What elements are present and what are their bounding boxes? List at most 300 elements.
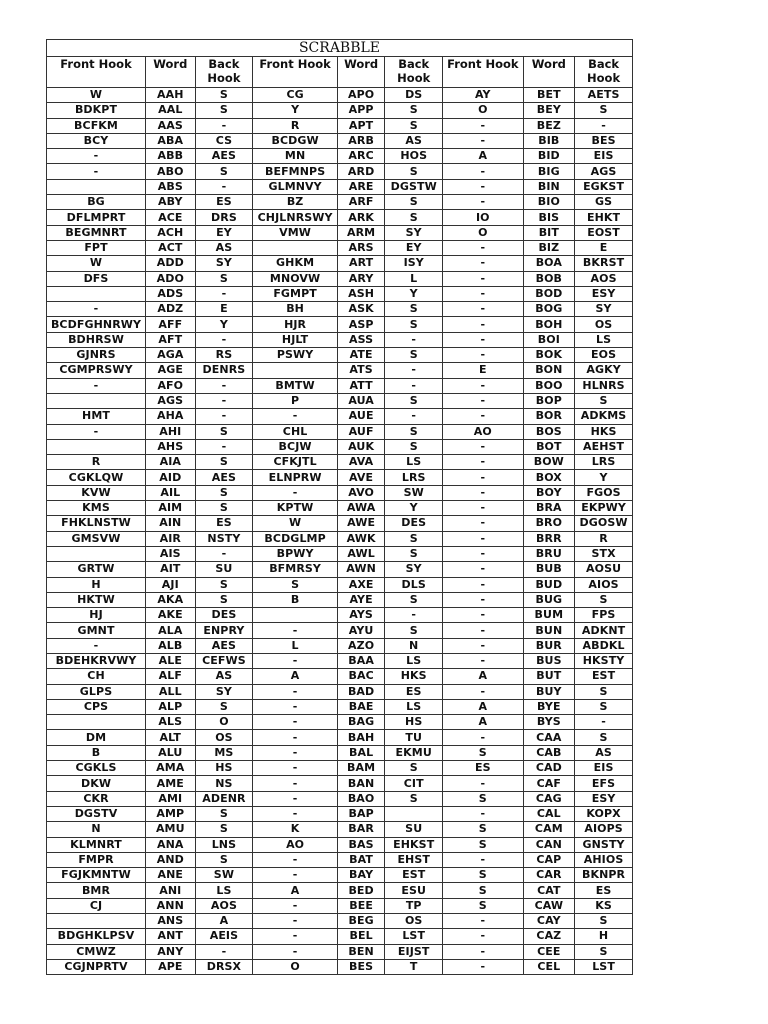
front-hook-cell: BCY [47, 133, 146, 148]
word-cell: BAS [337, 837, 384, 852]
front-hook-cell: CMWZ [47, 944, 146, 959]
front-hook-cell: - [253, 684, 338, 699]
word-cell: CAD [523, 761, 575, 776]
front-hook-cell: BZ [253, 195, 338, 210]
word-cell: BOW [523, 455, 575, 470]
back-hook-cell: - [385, 608, 443, 623]
scrabble-sheet [46, 39, 633, 975]
back-hook-cell: S [575, 103, 633, 118]
word-cell: ARD [337, 164, 384, 179]
table-row [47, 944, 633, 959]
back-hook-cell: - [195, 378, 253, 393]
front-hook-cell: DKW [47, 776, 146, 791]
back-hook-cell: AES [195, 149, 253, 164]
word-cell: BUT [523, 669, 575, 684]
back-hook-cell: S [575, 393, 633, 408]
front-hook-cell: GJNRS [47, 348, 146, 363]
table-row [47, 332, 633, 347]
back-hook-cell: EIJST [385, 944, 443, 959]
word-cell: BOO [523, 378, 575, 393]
front-hook-cell: DGSTV [47, 806, 146, 821]
word-cell: AUE [337, 409, 384, 424]
front-hook-cell: - [443, 776, 523, 791]
word-cell: ARB [337, 133, 384, 148]
word-cell: ARK [337, 210, 384, 225]
word-cell: BEN [337, 944, 384, 959]
back-hook-cell: AOS [195, 898, 253, 913]
back-hook-cell: AGKY [575, 363, 633, 378]
front-hook-cell: K [253, 822, 338, 837]
back-hook-cell: OS [575, 317, 633, 332]
front-hook-cell: S [253, 577, 338, 592]
back-hook-cell: A [195, 914, 253, 929]
front-hook-cell: BH [253, 302, 338, 317]
word-cell: ART [337, 256, 384, 271]
front-hook-cell: BDGHKLPSV [47, 929, 146, 944]
front-hook-cell: BCFKM [47, 118, 146, 133]
front-hook-cell [253, 363, 338, 378]
word-cell: BOK [523, 348, 575, 363]
word-cell: BEE [337, 898, 384, 913]
back-hook-cell: HKS [385, 669, 443, 684]
back-hook-cell: DGSTW [385, 179, 443, 194]
front-hook-cell: - [443, 485, 523, 500]
word-cell: ALU [146, 745, 196, 760]
front-hook-cell: - [443, 638, 523, 653]
back-hook-cell: S [195, 577, 253, 592]
word-cell: ABY [146, 195, 196, 210]
back-hook-cell: S [385, 164, 443, 179]
word-cell: APO [337, 88, 384, 103]
back-hook-cell: S [195, 424, 253, 439]
word-cell: AIL [146, 485, 196, 500]
table-row [47, 88, 633, 103]
back-hook-cell: S [575, 592, 633, 607]
back-hook-cell: N [385, 638, 443, 653]
word-cell: BRA [523, 501, 575, 516]
word-cell: AKE [146, 608, 196, 623]
back-hook-cell: S [385, 592, 443, 607]
front-hook-cell [253, 240, 338, 255]
word-cell: BOD [523, 286, 575, 301]
table-row [47, 179, 633, 194]
back-hook-cell: SW [195, 868, 253, 883]
back-hook-cell: - [575, 715, 633, 730]
word-cell: BIT [523, 225, 575, 240]
word-cell: BOG [523, 302, 575, 317]
front-hook-cell: O [443, 225, 523, 240]
back-hook-cell: S [385, 761, 443, 776]
word-cell: AWK [337, 531, 384, 546]
back-hook-cell: AS [195, 669, 253, 684]
front-hook-cell: A [443, 715, 523, 730]
front-hook-cell: N [47, 822, 146, 837]
word-cell: BIB [523, 133, 575, 148]
table-row [47, 883, 633, 898]
word-cell: CAW [523, 898, 575, 913]
word-cell: ADD [146, 256, 196, 271]
word-cell: AYE [337, 592, 384, 607]
front-hook-cell: CG [253, 88, 338, 103]
table-row [47, 669, 633, 684]
front-hook-cell: - [47, 164, 146, 179]
back-hook-cell: EHKT [575, 210, 633, 225]
word-cell: BET [523, 88, 575, 103]
word-cell: AHA [146, 409, 196, 424]
front-hook-cell: BDKPT [47, 103, 146, 118]
word-cell: CAA [523, 730, 575, 745]
back-hook-cell: AS [575, 745, 633, 760]
back-hook-cell: ESY [575, 791, 633, 806]
back-hook-cell: E [575, 240, 633, 255]
back-hook-cell: HKS [575, 424, 633, 439]
header-row [47, 57, 633, 88]
front-hook-cell: - [443, 929, 523, 944]
word-cell: BUY [523, 684, 575, 699]
table-row [47, 715, 633, 730]
back-hook-cell: S [575, 730, 633, 745]
back-hook-cell: CS [195, 133, 253, 148]
word-cell: ARC [337, 149, 384, 164]
front-hook-cell: S [443, 883, 523, 898]
word-cell: AUK [337, 439, 384, 454]
word-cell: ADZ [146, 302, 196, 317]
front-hook-cell: - [443, 577, 523, 592]
word-cell: BUN [523, 623, 575, 638]
front-hook-cell [47, 439, 146, 454]
front-hook-cell: KVW [47, 485, 146, 500]
front-hook-cell: S [443, 822, 523, 837]
front-hook-cell: W [253, 516, 338, 531]
word-cell: BAN [337, 776, 384, 791]
word-cell: ATE [337, 348, 384, 363]
word-cell: AIT [146, 562, 196, 577]
back-hook-cell: HS [385, 715, 443, 730]
word-cell: ANS [146, 914, 196, 929]
front-hook-cell: BPWY [253, 546, 338, 561]
back-hook-cell: S [385, 210, 443, 225]
front-hook-cell: - [47, 149, 146, 164]
word-cell: BUM [523, 608, 575, 623]
front-hook-cell: - [443, 959, 523, 974]
back-hook-cell: DGOSW [575, 516, 633, 531]
back-hook-cell: - [195, 439, 253, 454]
back-hook-cell: S [575, 699, 633, 714]
word-cell: BUG [523, 592, 575, 607]
back-hook-cell: S [195, 501, 253, 516]
table-row [47, 577, 633, 592]
word-cell: BOS [523, 424, 575, 439]
word-cell: BAH [337, 730, 384, 745]
back-hook-cell: S [195, 271, 253, 286]
table-title: SCRABBLE [47, 40, 633, 57]
word-cell: BON [523, 363, 575, 378]
word-cell: AAS [146, 118, 196, 133]
front-hook-cell [253, 608, 338, 623]
table-row [47, 424, 633, 439]
front-hook-cell: HJLT [253, 332, 338, 347]
word-cell: BUB [523, 562, 575, 577]
back-hook-cell: DENRS [195, 363, 253, 378]
front-hook-cell: A [253, 883, 338, 898]
front-hook-cell: BFMRSY [253, 562, 338, 577]
back-hook-cell: DLS [385, 577, 443, 592]
front-hook-cell [47, 546, 146, 561]
table-row [47, 378, 633, 393]
front-hook-cell: - [253, 409, 338, 424]
front-hook-cell: B [47, 745, 146, 760]
table-row [47, 516, 633, 531]
front-hook-cell: - [443, 302, 523, 317]
word-cell: CAB [523, 745, 575, 760]
back-hook-cell: Y [385, 286, 443, 301]
back-hook-cell: S [385, 546, 443, 561]
word-cell: AMU [146, 822, 196, 837]
word-cell: ASP [337, 317, 384, 332]
front-hook-cell: - [253, 868, 338, 883]
word-cell: ALF [146, 669, 196, 684]
back-hook-cell: SY [195, 684, 253, 699]
word-cell: BIZ [523, 240, 575, 255]
back-hook-cell: ES [195, 195, 253, 210]
table-row [47, 837, 633, 852]
front-hook-cell: P [253, 393, 338, 408]
back-hook-cell: TU [385, 730, 443, 745]
front-hook-cell: - [443, 179, 523, 194]
front-hook-cell: CJ [47, 898, 146, 913]
table-row [47, 914, 633, 929]
table-row [47, 852, 633, 867]
back-hook-cell: CEFWS [195, 653, 253, 668]
back-hook-cell: T [385, 959, 443, 974]
back-hook-cell: S [195, 164, 253, 179]
word-cell: APE [146, 959, 196, 974]
front-hook-cell: - [443, 256, 523, 271]
back-hook-cell: S [385, 348, 443, 363]
back-hook-cell: LNS [195, 837, 253, 852]
word-cell: BAP [337, 806, 384, 821]
back-hook-cell: SY [385, 562, 443, 577]
table-row [47, 348, 633, 363]
word-cell: BOT [523, 439, 575, 454]
word-cell: CAF [523, 776, 575, 791]
table-row [47, 745, 633, 760]
front-hook-cell: - [253, 761, 338, 776]
word-cell: CAY [523, 914, 575, 929]
word-cell: AFO [146, 378, 196, 393]
front-hook-cell: - [443, 516, 523, 531]
back-hook-cell: EKMU [385, 745, 443, 760]
front-hook-cell: - [253, 944, 338, 959]
front-hook-cell: - [443, 133, 523, 148]
front-hook-cell: - [443, 439, 523, 454]
back-hook-cell: - [385, 409, 443, 424]
table-row [47, 699, 633, 714]
word-cell: BIN [523, 179, 575, 194]
back-hook-cell: LS [195, 883, 253, 898]
front-hook-cell: FHKLNSTW [47, 516, 146, 531]
word-cell: AIR [146, 531, 196, 546]
back-hook-cell: ES [575, 883, 633, 898]
front-hook-cell: A [443, 149, 523, 164]
front-hook-cell: ES [443, 761, 523, 776]
word-cell: AME [146, 776, 196, 791]
front-hook-cell: - [253, 852, 338, 867]
back-hook-cell: EIS [575, 761, 633, 776]
back-hook-cell: ABDKL [575, 638, 633, 653]
back-hook-cell: - [195, 393, 253, 408]
word-cell: BAD [337, 684, 384, 699]
word-cell: CAZ [523, 929, 575, 944]
back-hook-cell: - [195, 409, 253, 424]
front-hook-cell: ELNPRW [253, 470, 338, 485]
back-hook-cell: - [575, 118, 633, 133]
back-hook-cell: H [575, 929, 633, 944]
table-row [47, 868, 633, 883]
front-hook-cell: - [47, 302, 146, 317]
front-hook-cell: AO [253, 837, 338, 852]
word-cell: BOI [523, 332, 575, 347]
word-cell: ACE [146, 210, 196, 225]
word-cell: AGE [146, 363, 196, 378]
table-row [47, 286, 633, 301]
word-cell: BAG [337, 715, 384, 730]
front-hook-cell: - [253, 745, 338, 760]
front-hook-cell: - [443, 592, 523, 607]
word-cell: CAL [523, 806, 575, 821]
back-hook-cell: EST [385, 868, 443, 883]
front-hook-cell [47, 179, 146, 194]
back-hook-cell: AETS [575, 88, 633, 103]
back-hook-cell: S [575, 944, 633, 959]
table-row [47, 638, 633, 653]
word-cell: BOX [523, 470, 575, 485]
front-hook-cell: - [253, 485, 338, 500]
table-row [47, 531, 633, 546]
back-hook-cell: HOS [385, 149, 443, 164]
word-cell: APP [337, 103, 384, 118]
word-cell: ABB [146, 149, 196, 164]
word-cell: AVO [337, 485, 384, 500]
table-row [47, 592, 633, 607]
word-cell: ARE [337, 179, 384, 194]
front-hook-cell: GRTW [47, 562, 146, 577]
back-hook-cell: S [575, 914, 633, 929]
front-hook-cell: CGKLS [47, 761, 146, 776]
front-hook-cell: W [47, 256, 146, 271]
column-header: Front Hook [443, 57, 523, 88]
front-hook-cell: DFS [47, 271, 146, 286]
front-hook-cell: HJ [47, 608, 146, 623]
table-row [47, 103, 633, 118]
word-cell: ACT [146, 240, 196, 255]
column-header: Back Hook [385, 57, 443, 88]
word-cell: CAT [523, 883, 575, 898]
back-hook-cell: ISY [385, 256, 443, 271]
back-hook-cell: S [385, 302, 443, 317]
word-cell: ARF [337, 195, 384, 210]
table-row [47, 195, 633, 210]
front-hook-cell: S [443, 868, 523, 883]
back-hook-cell: - [195, 118, 253, 133]
word-cell: BUS [523, 653, 575, 668]
front-hook-cell: - [253, 929, 338, 944]
front-hook-cell: DM [47, 730, 146, 745]
front-hook-cell: GMSVW [47, 531, 146, 546]
front-hook-cell: O [443, 103, 523, 118]
word-cell: ABA [146, 133, 196, 148]
table-row [47, 470, 633, 485]
word-cell: AIN [146, 516, 196, 531]
back-hook-cell [385, 806, 443, 821]
word-cell: ARS [337, 240, 384, 255]
back-hook-cell: S [385, 439, 443, 454]
back-hook-cell: EST [575, 669, 633, 684]
back-hook-cell: LS [385, 455, 443, 470]
table-row [47, 133, 633, 148]
back-hook-cell: CIT [385, 776, 443, 791]
word-cell: AHI [146, 424, 196, 439]
word-cell: AFT [146, 332, 196, 347]
front-hook-cell: A [443, 699, 523, 714]
back-hook-cell: AHIOS [575, 852, 633, 867]
word-cell: ANI [146, 883, 196, 898]
back-hook-cell: AIOPS [575, 822, 633, 837]
column-header: Back Hook [575, 57, 633, 88]
front-hook-cell: - [443, 164, 523, 179]
word-cell: AAL [146, 103, 196, 118]
back-hook-cell: ADENR [195, 791, 253, 806]
word-cell: AAH [146, 88, 196, 103]
word-cell: ALP [146, 699, 196, 714]
table-row [47, 485, 633, 500]
word-cell: BIS [523, 210, 575, 225]
word-cell: AWN [337, 562, 384, 577]
front-hook-cell: PSWY [253, 348, 338, 363]
back-hook-cell: DES [195, 608, 253, 623]
back-hook-cell: EOS [575, 348, 633, 363]
word-cell: BAE [337, 699, 384, 714]
table-row [47, 164, 633, 179]
word-cell: BRO [523, 516, 575, 531]
front-hook-cell: BCDGLMP [253, 531, 338, 546]
back-hook-cell: Y [195, 317, 253, 332]
back-hook-cell: Y [575, 470, 633, 485]
back-hook-cell: AOS [575, 271, 633, 286]
word-cell: BIG [523, 164, 575, 179]
front-hook-cell: - [443, 653, 523, 668]
back-hook-cell: ES [385, 684, 443, 699]
word-cell: BEZ [523, 118, 575, 133]
front-hook-cell: - [443, 195, 523, 210]
back-hook-cell: DS [385, 88, 443, 103]
back-hook-cell: S [195, 699, 253, 714]
back-hook-cell: LST [385, 929, 443, 944]
front-hook-cell: - [443, 562, 523, 577]
back-hook-cell: EKPWY [575, 501, 633, 516]
word-cell: AWA [337, 501, 384, 516]
front-hook-cell: BDHRSW [47, 332, 146, 347]
column-header: Word [146, 57, 196, 88]
front-hook-cell: - [443, 378, 523, 393]
table-row [47, 562, 633, 577]
table-row [47, 623, 633, 638]
front-hook-cell: CPS [47, 699, 146, 714]
word-cell: AWL [337, 546, 384, 561]
table-row [47, 240, 633, 255]
front-hook-cell: S [443, 745, 523, 760]
front-hook-cell: BMTW [253, 378, 338, 393]
